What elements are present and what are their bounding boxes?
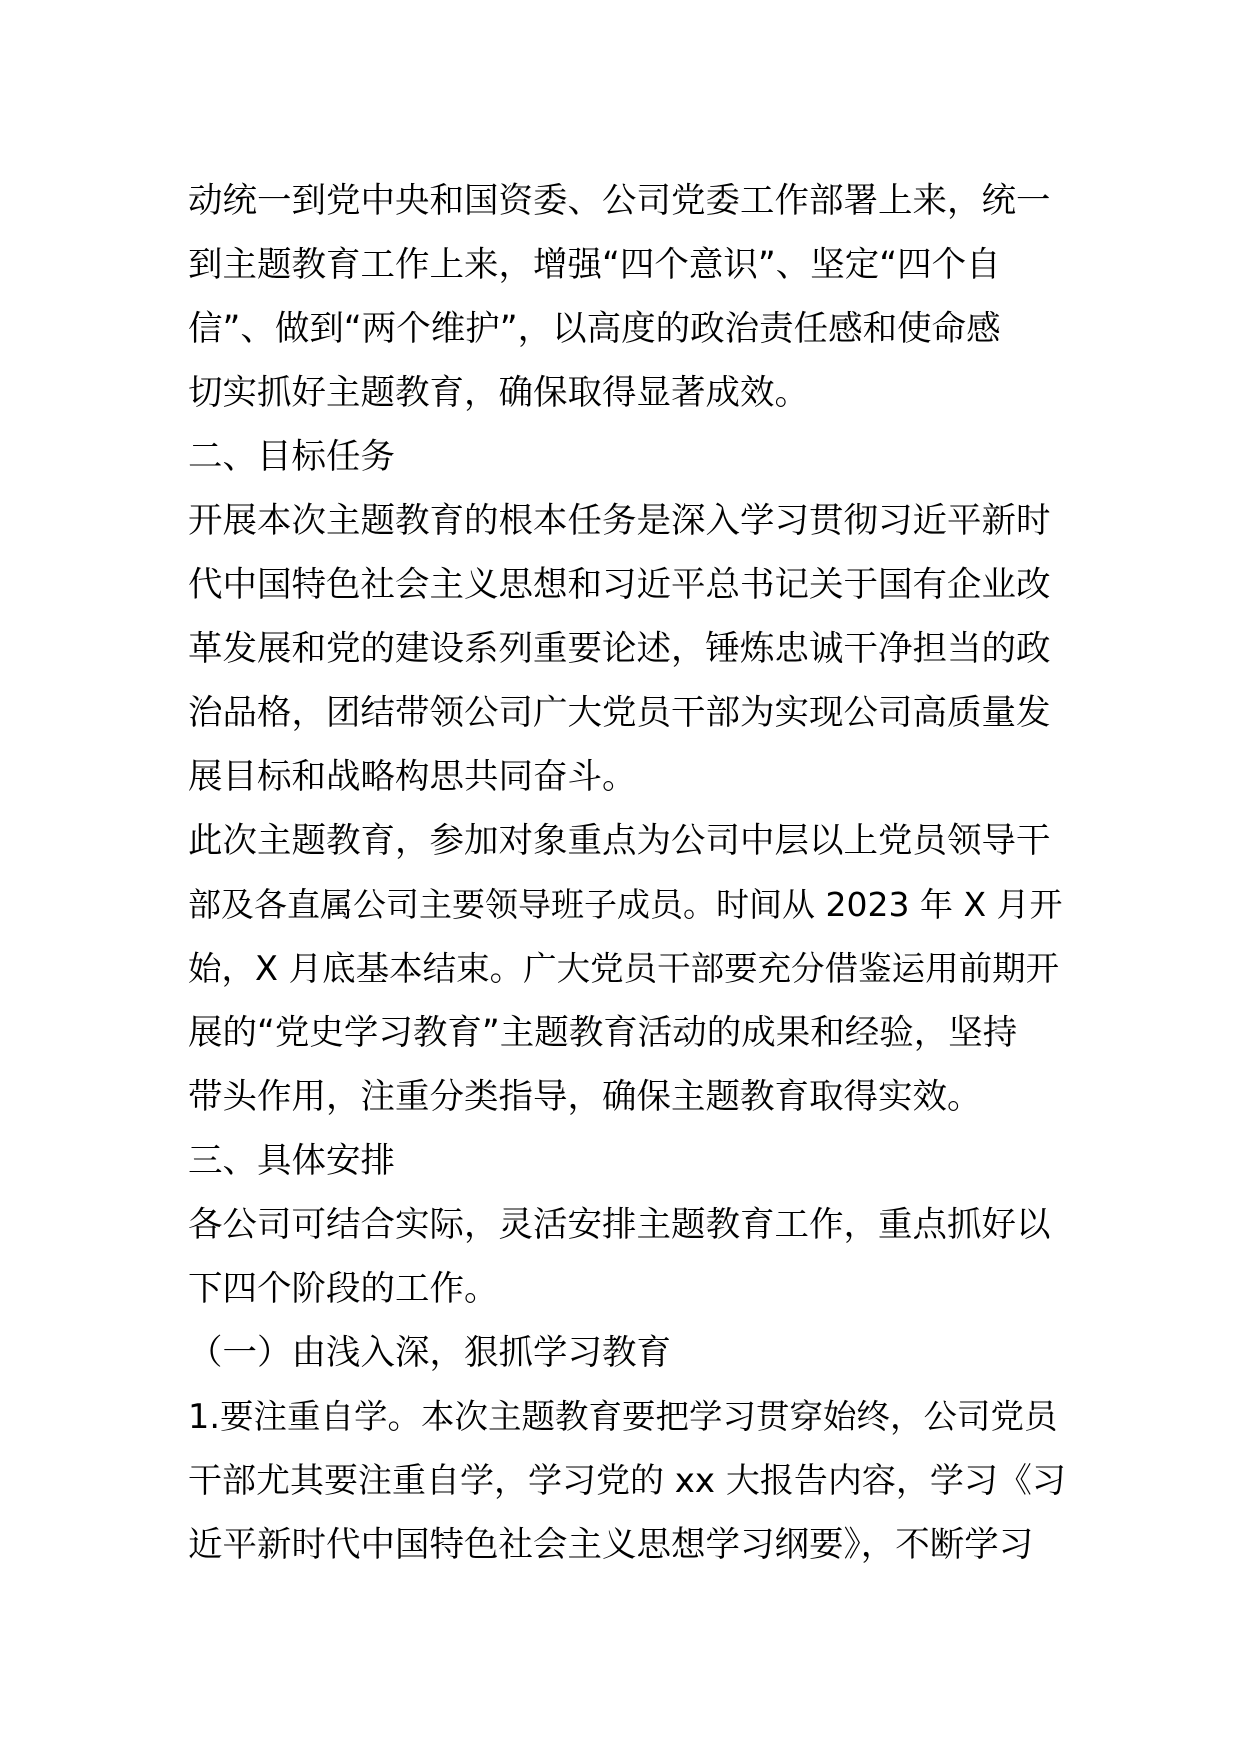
- body-text-line: 近平新时代中国特色社会主义思想学习纲要》，不断学习: [188, 1525, 1034, 1565]
- body-text-line: 动统一到党中央和国资委、公司党委工作部署上来，统一: [188, 181, 1051, 221]
- body-text-line: 各公司可结合实际，灵活安排主题教育工作，重点抓好以: [188, 1205, 1051, 1245]
- body-text-line: 始，X 月底基本结束。广大党员干部要充分借鉴运用前期开: [188, 949, 1060, 988]
- body-text-line: 革发展和党的建设系列重要论述，锤炼忠诚干净担当的政: [188, 629, 1051, 669]
- body-text-line: 下四个阶段的工作。: [188, 1269, 499, 1309]
- body-text-line: 代中国特色社会主义思想和习近平总书记关于国有企业改: [188, 565, 1051, 605]
- body-text-line: 此次主题教育，参加对象重点为公司中层以上党员领导干: [188, 821, 1051, 861]
- body-text-line: 治品格，团结带领公司广大党员干部为实现公司高质量发: [188, 693, 1051, 733]
- body-text-line: 信”、做到“两个维护”，以高度的政治责任感和使命感: [188, 309, 1001, 349]
- body-text-line: 带头作用，注重分类指导，确保主题教育取得实效。: [188, 1077, 982, 1117]
- body-text-line: 切实抓好主题教育，确保取得显著成效。: [188, 373, 809, 413]
- body-text-line: 1.要注重自学。本次主题教育要把学习贯穿始终，公司党员: [188, 1397, 1058, 1436]
- body-text-line: 展的“党史学习教育”主题教育活动的成果和经验，坚持: [188, 1013, 1018, 1053]
- body-text-line: 部及各直属公司主要领导班子成员。时间从 2023 年 X 月开: [188, 885, 1063, 924]
- section-heading: 二、目标任务: [188, 437, 395, 477]
- body-text-line: 到主题教育工作上来，增强“四个意识”、坚定“四个自: [188, 245, 1001, 285]
- body-text-line: 展目标和战略构思共同奋斗。: [188, 757, 637, 797]
- body-text-line: 干部尤其要注重自学，学习党的 xx 大报告内容，学习《习: [188, 1461, 1066, 1501]
- section-heading: 三、具体安排: [188, 1141, 395, 1181]
- subsection-heading: （一）由浅入深，狠抓学习教育: [188, 1333, 671, 1373]
- body-text-line: 开展本次主题教育的根本任务是深入学习贯彻习近平新时: [188, 501, 1051, 541]
